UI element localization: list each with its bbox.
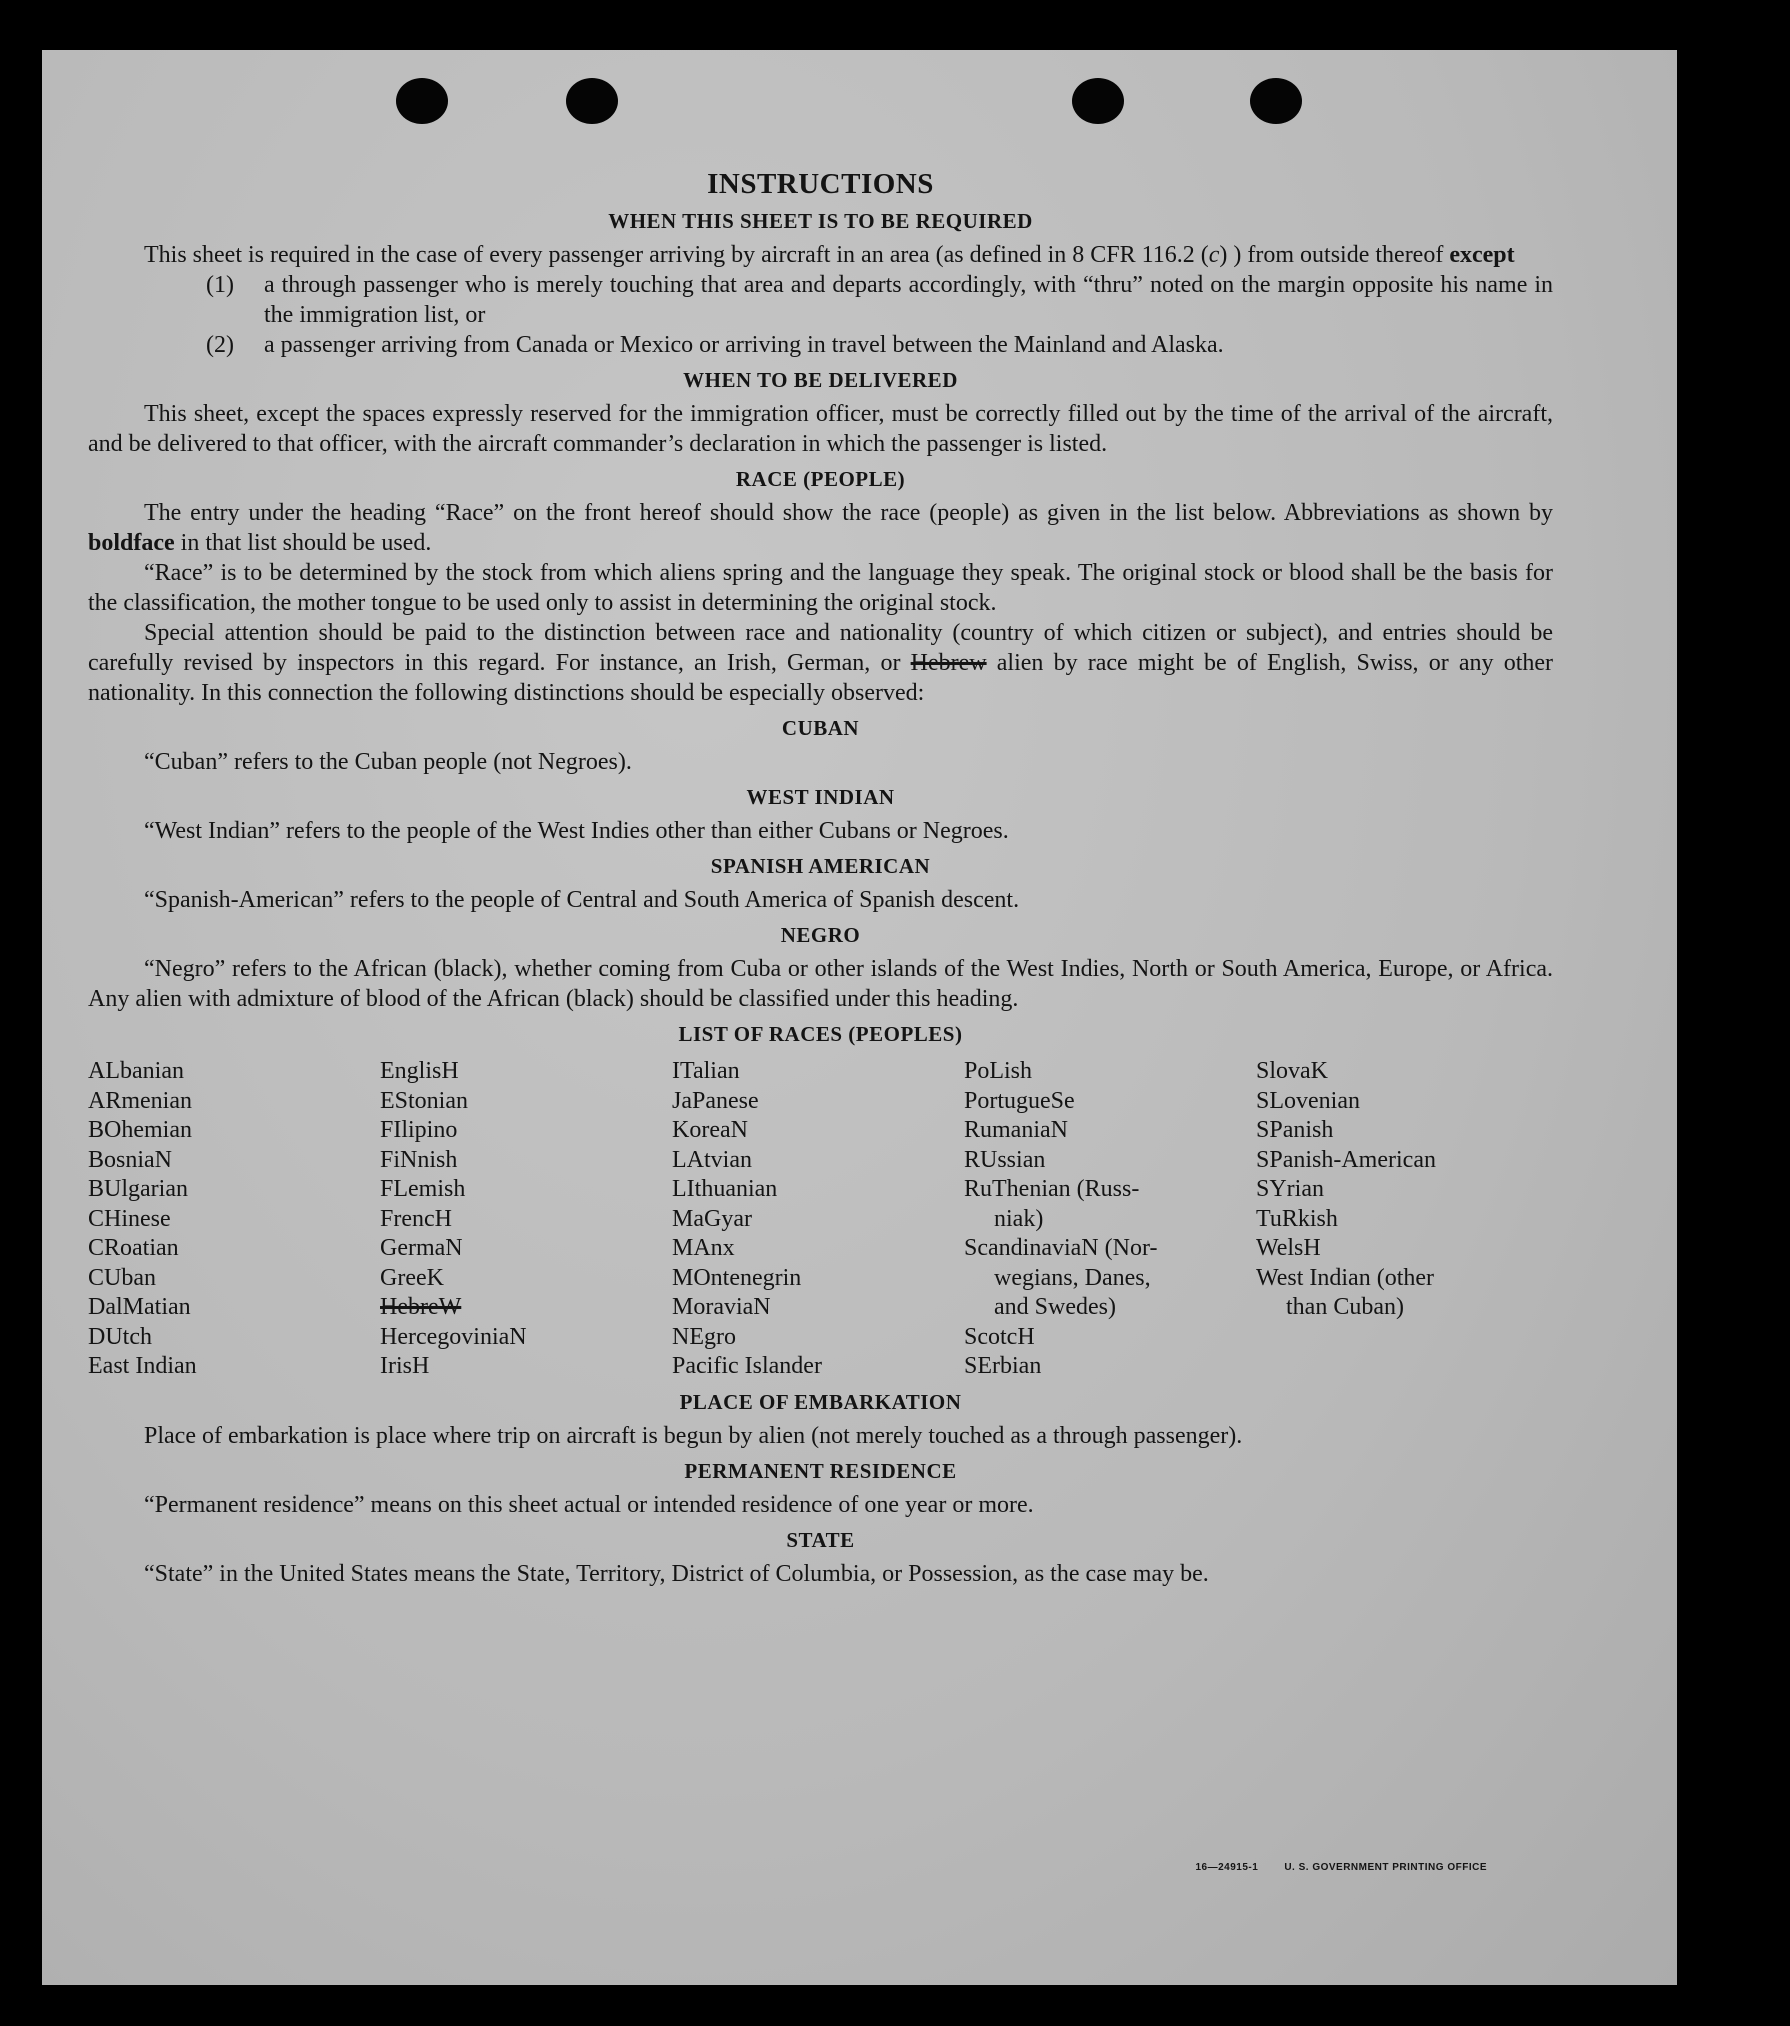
- heading-embarkation: PLACE OF EMBARKATION: [679, 1389, 962, 1414]
- race-entry: MoraviaN: [672, 1294, 771, 1320]
- paragraph-negro: “Negro” refers to the African (black), whether coming from Cuba or other islands of the West Indies, North or South America, Europe, or Africa. Any alien with admixture of blood of the African (black) should be classified under this heading.: [88, 956, 1553, 1012]
- heading-list-of-races: LIST OF RACES (PEOPLES): [678, 1022, 963, 1046]
- race-entry: BUlgarian: [88, 1176, 188, 1202]
- race-entry: RumaniaN: [964, 1117, 1068, 1143]
- document-page: [42, 50, 1677, 1985]
- race-entry: ScandinaviaN (Nor-: [964, 1235, 1158, 1261]
- race-entry: JaPanese: [672, 1087, 759, 1114]
- race-column-2: [380, 1057, 672, 1382]
- race-entry: wegians, Danes,: [994, 1264, 1151, 1291]
- race-entry: FIlipino: [380, 1117, 458, 1143]
- punch-hole: [566, 78, 618, 124]
- paragraph-delivered: This sheet, except the spaces expressly reserved for the immigration officer, must be correctly filled out by the time of the arrival of the aircraft, and be delivered to that officer, with the aircraft commander’s declaration in which the passenger is listed.: [88, 401, 1553, 457]
- paragraph-cuban: “Cuban” refers to the Cuban people (not Negroes).: [144, 749, 632, 775]
- race-entry: KoreaN: [672, 1117, 748, 1143]
- race-list: [88, 1057, 1553, 1382]
- race-column-4: [964, 1057, 1256, 1382]
- paragraph-required-intro: This sheet is required in the case of every passenger arriving by aircraft in an area (as defined in 8 CFR 116.2 (c) ) from outside thereof except: [144, 242, 1515, 268]
- race-entry: GermaN: [380, 1235, 463, 1261]
- race-entry: NEgro: [672, 1323, 736, 1350]
- race-entry: than Cuban): [1286, 1294, 1404, 1320]
- exception-item-2: (2) a passenger arriving from Canada or Mexico or arriving in travel between the Mainland and Alaska.: [206, 332, 1224, 358]
- race-entry: PortugueSe: [964, 1087, 1075, 1114]
- heading-permanent-residence: PERMANENT RESIDENCE: [684, 1458, 957, 1483]
- race-entry: FiNnish: [380, 1146, 458, 1173]
- race-entry: SPanish: [1256, 1117, 1334, 1143]
- punch-hole: [396, 78, 448, 124]
- heading-state: STATE: [786, 1527, 855, 1552]
- race-entry: CUban: [88, 1264, 156, 1291]
- paragraph-permanent-residence: “Permanent residence” means on this sheet actual or intended residence of one year or more.: [144, 1491, 1034, 1518]
- race-entry: MAnx: [672, 1235, 735, 1261]
- race-column-5: [1256, 1057, 1548, 1382]
- race-entry: GreeK: [380, 1264, 444, 1291]
- print-footer: [1195, 1862, 1487, 1873]
- race-entry: LIthuanian: [672, 1176, 778, 1202]
- race-entry: SLovenian: [1256, 1087, 1360, 1114]
- race-entry: FLemish: [380, 1176, 466, 1202]
- race-entry: CHinese: [88, 1205, 171, 1232]
- race-entry: FrencH: [380, 1205, 452, 1232]
- heading-negro: NEGRO: [780, 923, 861, 947]
- instructions-content: [88, 168, 1553, 1589]
- heading-west-indian: WEST INDIAN: [746, 785, 895, 809]
- race-entry: East Indian: [88, 1353, 197, 1379]
- punch-hole: [1250, 78, 1302, 124]
- heading-when-delivered: WHEN TO BE DELIVERED: [683, 368, 958, 392]
- paragraph-race-3: Special attention should be paid to the distinction between race and nationality (country of which citizen or subject), and entries should be carefully revised by inspectors in this regard. For instance, an Irish, German, or Hebrew alien by race might be of English, Swiss, or any other nationality. In this connection the following distinctions should be especially observed:: [88, 620, 1553, 706]
- heading-when-required: WHEN THIS SHEET IS TO BE REQUIRED: [608, 209, 1033, 233]
- paragraph-race-2: “Race” is to be determined by the stock from which aliens spring and the language they speak. The original stock or blood shall be the basis for the classification, the mother tongue to be used only to assist in determining the original stock.: [88, 560, 1553, 616]
- race-entry: HebreW: [380, 1294, 462, 1320]
- race-entry: West Indian (other: [1256, 1264, 1435, 1291]
- race-entry: SlovaK: [1256, 1058, 1328, 1084]
- heading-spanish-american: SPANISH AMERICAN: [710, 854, 931, 878]
- race-entry: TuRkish: [1256, 1205, 1338, 1232]
- race-entry: BOhemian: [88, 1117, 192, 1143]
- page-title: INSTRUCTIONS: [707, 168, 934, 200]
- paragraph-west-indian: “West Indian” refers to the people of the West Indies other than either Cubans or Negroes.: [144, 818, 1009, 844]
- race-entry: ITalian: [672, 1058, 740, 1084]
- race-entry: DUtch: [88, 1323, 152, 1350]
- race-entry: EStonian: [380, 1087, 468, 1114]
- race-entry: DalMatian: [88, 1294, 191, 1320]
- race-entry: ARmenian: [88, 1087, 192, 1114]
- race-entry: SPanish-American: [1256, 1146, 1436, 1173]
- race-entry: WelsH: [1256, 1235, 1321, 1261]
- race-column-1: [88, 1057, 380, 1382]
- race-entry: LAtvian: [672, 1146, 752, 1173]
- race-entry: ALbanian: [88, 1058, 184, 1084]
- heading-cuban: CUBAN: [781, 716, 860, 740]
- race-entry: niak): [994, 1205, 1044, 1232]
- race-entry: Pacific Islander: [672, 1353, 822, 1379]
- race-column-3: [672, 1057, 964, 1382]
- race-entry: RUssian: [964, 1146, 1046, 1173]
- race-entry: CRoatian: [88, 1235, 179, 1261]
- punch-hole: [1072, 78, 1124, 124]
- race-entry: SYrian: [1256, 1176, 1324, 1202]
- paragraph-embarkation: Place of embarkation is place where trip on aircraft is begun by alien (not merely touched as a through passenger).: [144, 1422, 1243, 1449]
- paragraph-spanish-american: “Spanish-American” refers to the people of Central and South America of Spanish descent.: [144, 887, 1020, 913]
- race-entry: MaGyar: [672, 1205, 752, 1232]
- printer-imprint: U. S. GOVERNMENT PRINTING OFFICE: [1284, 1862, 1487, 1873]
- exception-item-1: (1) a through passenger who is merely touching that area and departs accordingly, with “thru” noted on the margin opposite his name in the immigration list, or: [206, 272, 1553, 328]
- heading-race: RACE (PEOPLE): [735, 467, 906, 491]
- race-entry: SErbian: [964, 1353, 1042, 1379]
- paragraph-race-1: The entry under the heading “Race” on the front hereof should show the race (people) as given in the list below. Abbreviations as shown by boldface in that list should be used.: [88, 500, 1553, 556]
- race-entry: ScotcH: [964, 1323, 1035, 1350]
- race-entry: and Swedes): [994, 1294, 1116, 1320]
- race-entry: EnglisH: [380, 1058, 459, 1084]
- paragraph-state: “State” in the United States means the State, Territory, District of Columbia, or Possession, as the case may be.: [144, 1560, 1209, 1587]
- race-entry: MOntenegrin: [672, 1264, 802, 1291]
- race-entry: BosniaN: [88, 1146, 172, 1173]
- race-entry: PoLish: [964, 1058, 1033, 1084]
- race-entry: HercegoviniaN: [380, 1323, 527, 1350]
- race-entry: IrisH: [380, 1353, 430, 1379]
- form-number: 16—24915-1: [1195, 1862, 1259, 1873]
- race-entry: RuThenian (Russ-: [964, 1176, 1140, 1202]
